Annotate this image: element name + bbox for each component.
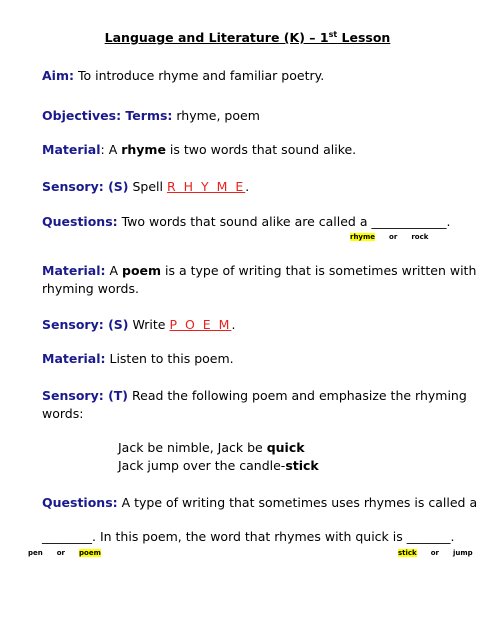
material-text: is a type of writing that is sometimes written with xyxy=(161,263,477,278)
title-rest: Lesson xyxy=(337,30,391,45)
poem-line-1 xyxy=(118,440,475,456)
aim-line xyxy=(42,68,475,84)
sensory-line-1 xyxy=(42,179,475,195)
question-text: A type of writing that sometimes uses rhymes is called a xyxy=(117,495,478,510)
choice-pen: pen xyxy=(28,549,43,557)
objectives-label: Objectives: xyxy=(42,108,122,123)
sensory-code: (S) xyxy=(103,317,129,332)
choice-stick: stick xyxy=(398,549,417,557)
material-colon: : xyxy=(100,142,105,157)
choice-or: or xyxy=(389,233,398,241)
questions-label: Questions: xyxy=(42,214,118,229)
title-main: Language and Literature (K) – 1 xyxy=(104,30,329,45)
objectives-line xyxy=(42,108,475,124)
material-line-2-cont xyxy=(42,281,475,297)
sensory-label: Sensory: xyxy=(42,179,104,194)
objectives-text: rhyme, poem xyxy=(172,108,260,123)
sensory-line-3 xyxy=(42,388,475,404)
sensory-code: (S) xyxy=(103,179,129,194)
terms-label: Terms: xyxy=(121,108,173,123)
material-line-2 xyxy=(42,263,475,279)
write-word-poem: P O E M xyxy=(169,317,232,332)
question-line-1 xyxy=(42,214,475,230)
answer-choices-2-right xyxy=(396,548,475,558)
sensory-code: (T) xyxy=(103,388,129,403)
material-label: Material xyxy=(42,142,101,157)
sensory-pre: Spell xyxy=(128,179,167,194)
choice-or: or xyxy=(56,549,66,557)
poem-rhyme-quick: quick xyxy=(266,440,305,455)
questions-label: Questions: xyxy=(42,495,118,510)
sensory-label: Sensory: xyxy=(42,317,104,332)
question-text-cont: ________. In this poem, the word that rhymes with quick is _______. xyxy=(42,529,455,544)
sensory-post: . xyxy=(231,317,236,332)
choice-rock: rock xyxy=(411,233,429,241)
material-text: Listen to this poem. xyxy=(105,351,234,366)
title-superscript: st xyxy=(328,29,338,39)
aim-label: Aim: xyxy=(42,68,74,83)
sensory-text-cont: words: xyxy=(42,406,84,421)
sensory-pre: Write xyxy=(128,317,170,332)
choice-jump: jump xyxy=(452,549,473,557)
material-line-1 xyxy=(42,142,475,158)
poem-line-1-text: Jack be nimble, Jack be xyxy=(118,440,267,455)
sensory-post: . xyxy=(245,179,250,194)
question-line-2-cont xyxy=(42,529,475,545)
sensory-line-2 xyxy=(42,317,475,333)
poem-line-2 xyxy=(118,458,475,474)
sensory-text: Read the following poem and emphasize the rhyming xyxy=(128,388,467,403)
material-pre: A xyxy=(104,142,122,157)
poem-line-2-text: Jack jump over the candle- xyxy=(118,458,286,473)
material-line-3 xyxy=(42,351,475,367)
choice-poem: poem xyxy=(79,549,101,557)
material-label: Material: xyxy=(42,351,106,366)
material-text: is two words that sound alike. xyxy=(165,142,357,157)
choice-or: or xyxy=(430,549,439,557)
material-label: Material: xyxy=(42,263,106,278)
material-pre: A xyxy=(105,263,122,278)
poem-rhyme-stick: stick xyxy=(285,458,319,473)
aim-text: To introduce rhyme and familiar poetry. xyxy=(73,68,325,83)
spell-word-rhyme: R H Y M E xyxy=(166,179,246,194)
question-line-2 xyxy=(42,495,478,511)
material-term-poem: poem xyxy=(122,263,162,278)
material-text-cont: rhyming words. xyxy=(42,281,139,296)
page-title xyxy=(0,30,495,46)
material-term-rhyme: rhyme xyxy=(121,142,166,157)
answer-choices-1 xyxy=(348,232,430,242)
choice-rhyme: rhyme xyxy=(350,233,376,241)
sensory-label: Sensory: xyxy=(42,388,104,403)
answer-choices-2-left xyxy=(26,548,103,558)
sensory-line-3-cont xyxy=(42,406,475,422)
question-text: Two words that sound alike are called a ____________. xyxy=(117,214,451,229)
